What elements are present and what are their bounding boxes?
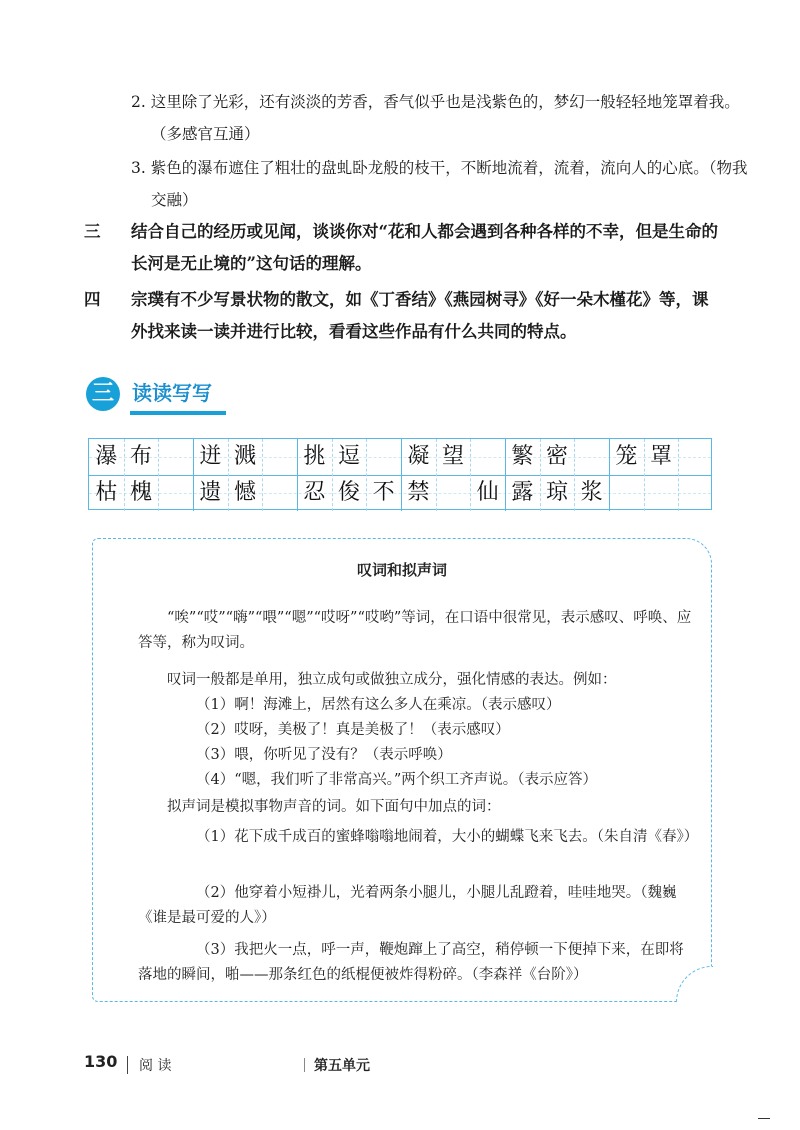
grid-line (158, 439, 159, 511)
vocab-row (89, 475, 711, 511)
vocab-grid (88, 438, 712, 510)
grid-line (470, 439, 471, 511)
vocab-char: 不 (372, 480, 395, 505)
vocab-char: 迸 (199, 444, 222, 469)
grid-line (262, 439, 263, 511)
grid-line (540, 439, 541, 511)
question-4 (84, 284, 724, 348)
section-number-badge: 三 (86, 377, 120, 411)
vocab-row (89, 439, 711, 476)
grid-line (574, 439, 575, 511)
vocab-char: 浆 (580, 480, 603, 505)
grid-line (366, 439, 367, 511)
example-line: （2）哎呀，美极了！真是美极了！（表示感叹） (196, 722, 510, 738)
grid-line (297, 439, 298, 511)
grid-line (401, 439, 402, 511)
unit-title: 第五单元 (314, 1058, 370, 1074)
vocab-char: 逗 (337, 444, 360, 469)
vocab-char: 凝 (407, 444, 430, 469)
vocab-char: 遗 (199, 480, 222, 505)
vocab-char: 露 (511, 480, 534, 505)
question-text: 结合自己的经历或见闻，谈谈你对“花和人都会遇到各种各样的不幸，但是生命的长河是无止境的”这句话的理解。 (131, 222, 718, 273)
example-sentence: （1）花下成千成百的蜜蜂嗡嗡地闹着，大小的蝴蝶飞来飞去。（朱自清《春》） (196, 829, 699, 845)
vocab-char: 瀑 (95, 444, 118, 469)
section-title: 读读写写 (132, 381, 212, 405)
book-title: 阅 读 (139, 1058, 172, 1074)
exercise-item-2: 2. 这里除了光彩，还有淡淡的芳香，香气似乎也是浅紫色的，梦幻一般轻轻地笼罩着我。（多感官互通） (131, 93, 740, 143)
grid-line (609, 439, 610, 511)
vocab-char: 忍 (303, 480, 326, 505)
exercise-item-3: 3. 紫色的瀑布遮住了粗壮的盘虬卧龙般的枝干，不断地流着，流着，流向人的心底。（物我交融） (131, 159, 748, 209)
page-edge-mark (758, 1118, 770, 1119)
vocab-char: 俊 (337, 480, 360, 505)
vocab-char: 笼 (615, 444, 638, 469)
knowledge-paragraph: “唉”“哎”“嗨”“喂”“嗯”“哎呀”“哎哟”等词，在口语中很常见，表示感叹、呼唤、应答等，称为叹词。 (138, 610, 692, 651)
vocab-char: 挑 (303, 444, 326, 469)
knowledge-paragraph: 拟声词是模拟事物声音的词。如下面句中加点的词： (167, 799, 501, 815)
vocab-char: 罩 (649, 444, 672, 469)
footer-divider (304, 1058, 305, 1072)
grid-line (678, 439, 679, 511)
vocab-char: 槐 (129, 480, 152, 505)
example-sentence: （3）我把火一点，呼一声，鞭炮蹿上了高空，稍停顿一下便掉下来，在即将落地的瞬间，啪——那条红色的纸棍便被炸得粉碎。（李森祥《台阶》） (138, 942, 684, 983)
footer-divider (127, 1056, 128, 1074)
grid-line (228, 439, 229, 511)
vocab-char: 布 (129, 444, 152, 469)
section-title-underline (130, 411, 226, 415)
knowledge-paragraph: 叹词一般都是单用，独立成句或做独立成分，强化情感的表达。例如： (167, 672, 617, 688)
vocab-char: 望 (441, 444, 464, 469)
vocab-char: 憾 (233, 480, 256, 505)
question-number: 三 (84, 222, 101, 241)
vocab-char: 密 (545, 444, 568, 469)
example-line: （1）啊！海滩上，居然有这么多人在乘凉。（表示感叹） (196, 697, 561, 713)
grid-line (505, 439, 506, 511)
vocab-char: 枯 (95, 480, 118, 505)
example-sentence: （2）他穿着小短褂儿，光着两条小腿儿，小腿儿乱蹬着，哇哇地哭。（魏巍《谁是最可爱的人》） (138, 885, 677, 926)
knowledge-title: 叹词和拟声词 (356, 561, 447, 579)
example-line: （3）喂，你听见了没有？（表示呼唤） (196, 747, 452, 763)
page-number: 130 (84, 1052, 118, 1071)
grid-line (644, 439, 645, 511)
grid-line (124, 439, 125, 511)
question-number: 四 (84, 290, 101, 309)
grid-line (436, 439, 437, 511)
grid-line (332, 439, 333, 511)
vocab-char: 仙 (476, 480, 499, 505)
example-line: （4）“嗯，我们听了非常高兴。”两个织工齐声说。（表示应答） (196, 772, 598, 788)
vocab-char: 琼 (545, 480, 568, 505)
vocab-char: 繁 (511, 444, 534, 469)
vocab-char: 溅 (233, 444, 256, 469)
question-3 (84, 216, 724, 280)
grid-line (193, 439, 194, 511)
question-text: 宗璞有不少写景状物的散文，如《丁香结》《燕园树寻》《好一朵木槿花》等，课外找来读一读并进行比较，看看这些作品有什么共同的特点。 (131, 290, 709, 341)
vocab-char: 禁 (407, 480, 430, 505)
